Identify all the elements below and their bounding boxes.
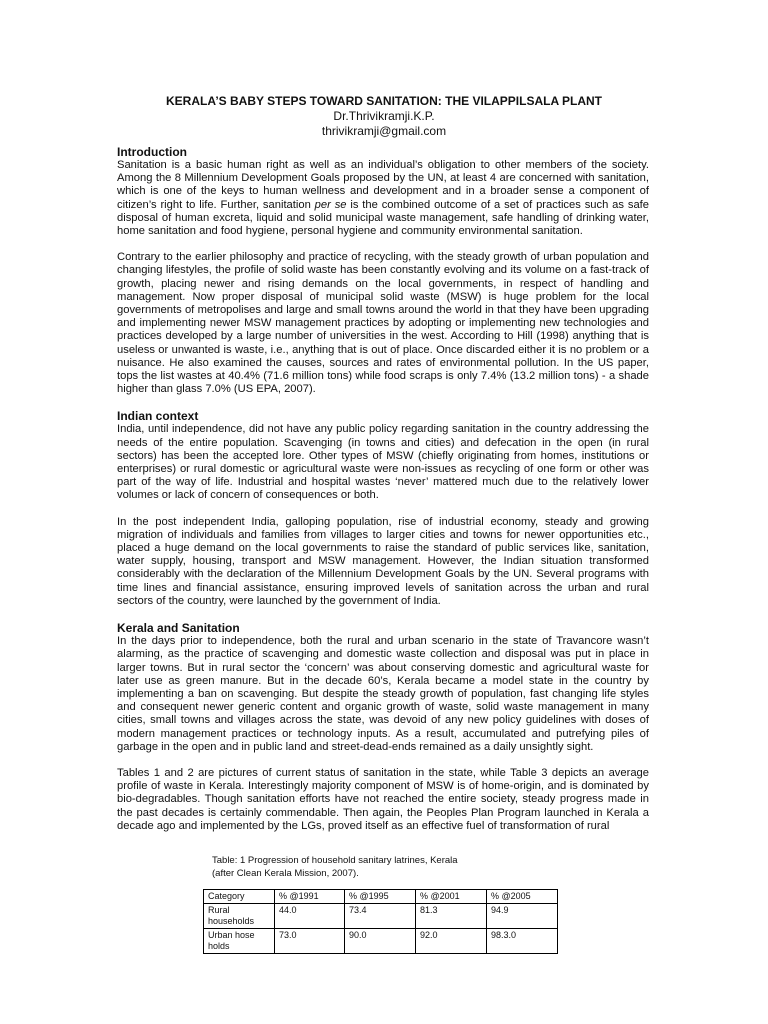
table-cell: Rural households — [204, 904, 275, 929]
document-title: KERALA’S BABY STEPS TOWARD SANITATION: THE VILAPPILSALA PLANT — [165, 94, 603, 108]
emphasis-text: per se — [314, 198, 347, 211]
table-cell: 81.3 — [416, 904, 487, 929]
table-caption-line: (after Clean Kerala Mission, 2007). — [212, 867, 359, 879]
author-name: Dr.Thrivikramji.K.P. — [333, 109, 435, 123]
table-cell: 73.4 — [345, 904, 416, 929]
author-email: thrivikramji@gmail.com — [321, 124, 447, 138]
table-header-cell: % @1995 — [345, 890, 416, 904]
table-cell: Urban hose holds — [204, 929, 275, 954]
table-caption — [212, 855, 572, 880]
table-cell: 90.0 — [345, 929, 416, 954]
table-header-cell: Category — [204, 890, 275, 904]
section-heading-indian-context: Indian context — [117, 409, 199, 424]
table-header-cell: % @1991 — [275, 890, 345, 904]
section-heading-kerala: Kerala and Sanitation — [117, 621, 240, 636]
table-header-cell: % @2005 — [487, 890, 558, 904]
table-header-row — [204, 890, 558, 904]
paragraph: In the days prior to independence, both the rural and urban scenario in the state of Travancore wasn’t alarming, as the practice of scavenging and domestic waste collection and disposal was put in place in larger towns. But in rural sector the ‘concern’ was about conserving domestic and agricultural waste for later use as green manure. But in the decade 60’s, Kerala became a model state in the country by implementing a ban on scavenging. But despite the steady growth of population, fast changing life styles and consequent newer generic content and organic growth of waste, solid waste management in many cities, small towns and villages across the state, was devoid of any new policy guidelines with doses of modern management practices or technology inputs. As a result, accumulated and putrefying piles of garbage in the open and in public land and street-dead-ends remained as a daily unsightly sight. — [117, 635, 649, 753]
paragraph-text: is the combined outcome of a set of practices such as safe disposal of human excreta, liquid and solid municipal waste management, safe handling of drinking water, home sanitation and food hygiene, personal hygiene and community environmental sanitation. — [117, 198, 649, 238]
paragraph: Contrary to the earlier philosophy and practice of recycling, with the steady growth of urban population and changing lifestyles, the profile of solid waste has been constantly evolving and its volume on a fast-track of growth, placing newer and rising demands on the local governments, in respect of handling and management. Now proper disposal of municipal solid waste (MSW) is huge problem for the local governments of metropolises and large and small towns around the world in that they have been upgrading and implementing newer MSW management practices by adopting or implementing new technologies and practices developed by a large number of universities in the west. According to Hill (1998) anything that is useless or unwanted is waste, i.e., anything that is out of place. Once discarded either it is no problem or a nuisance. He also examined the causes, sources and rates of environmental pollution. In the US paper, tops the list wastes at 40.4% (71.6 million tons) while food scraps is only 7.4% (13.2 million tons) - a shade higher than glass 7.0% (US EPA, 2007). — [117, 251, 649, 396]
sanitation-table — [203, 889, 558, 954]
document-header — [0, 94, 768, 139]
table-cell: 94.9 — [487, 904, 558, 929]
table-header-cell: % @2001 — [416, 890, 487, 904]
table-cell: 44.0 — [275, 904, 345, 929]
paragraph: In the post independent India, galloping population, rise of industrial economy, steady and growing migration of individuals and families from villages to larger cities and towns for newer opportunities etc., placed a huge demand on the local governments to raise the standard of public services like, sanitation, water supply, housing, transport and MSW management. However, the Indian situation transformed considerably with the declaration of the Millennium Development Goals by the UN. Several programs with time lines and financial assistance, ensuring improved levels of sanitation across the urban and rural sectors of the country, were launched by the government of India. — [117, 515, 649, 607]
paragraph — [117, 159, 649, 238]
document-body — [117, 145, 649, 846]
table-row — [204, 929, 558, 954]
paragraph: India, until independence, did not have any public policy regarding sanitation in the country addressing the needs of the entire population. Scavenging (in towns and cities) and defecation in the open (in rural sectors) has been the accepted lore. Other types of MSW (chiefly originating from homes, institutions or enterprises) or rural domestic or agricultural waste were non-issues as recycling of one form or other was part of the way of life. Industrial and hospital wastes ‘never’ mattered much due to the relatively lower volumes or lack of concern of consequences or both. — [117, 423, 649, 502]
section-heading-introduction: Introduction — [117, 145, 187, 159]
paragraph: Tables 1 and 2 are pictures of current status of sanitation in the state, while Table 3 depicts an average profile of waste in Kerala. Interestingly majority component of MSW is of home-origin, and is dominated by bio-degradables. Though sanitation efforts have not reached the entire society, steady progress made in the past decades is certainly commendable. Then again, the Peoples Plan Program launched in Kerala a decade ago and implemented by the LGs, proved itself as an effective fuel of transformation of rural — [117, 766, 649, 832]
table-row — [204, 904, 558, 929]
table-cell: 98.3.0 — [487, 929, 558, 954]
table-cell: 73.0 — [275, 929, 345, 954]
table-cell: 92.0 — [416, 929, 487, 954]
paragraph-text: Sanitation is a basic human right as well as an individual’s obligation to other members of the society. Among the 8 Millennium Development Goals proposed by the UN, at least 4 are concerned with sanitation, which is one of the keys to human wellness and development and in a broader sense a component of citizen’s right to life. Further, sanitation — [117, 159, 649, 211]
table-caption-line: Table: 1 Progression of household sanitary latrines, Kerala — [212, 855, 458, 866]
